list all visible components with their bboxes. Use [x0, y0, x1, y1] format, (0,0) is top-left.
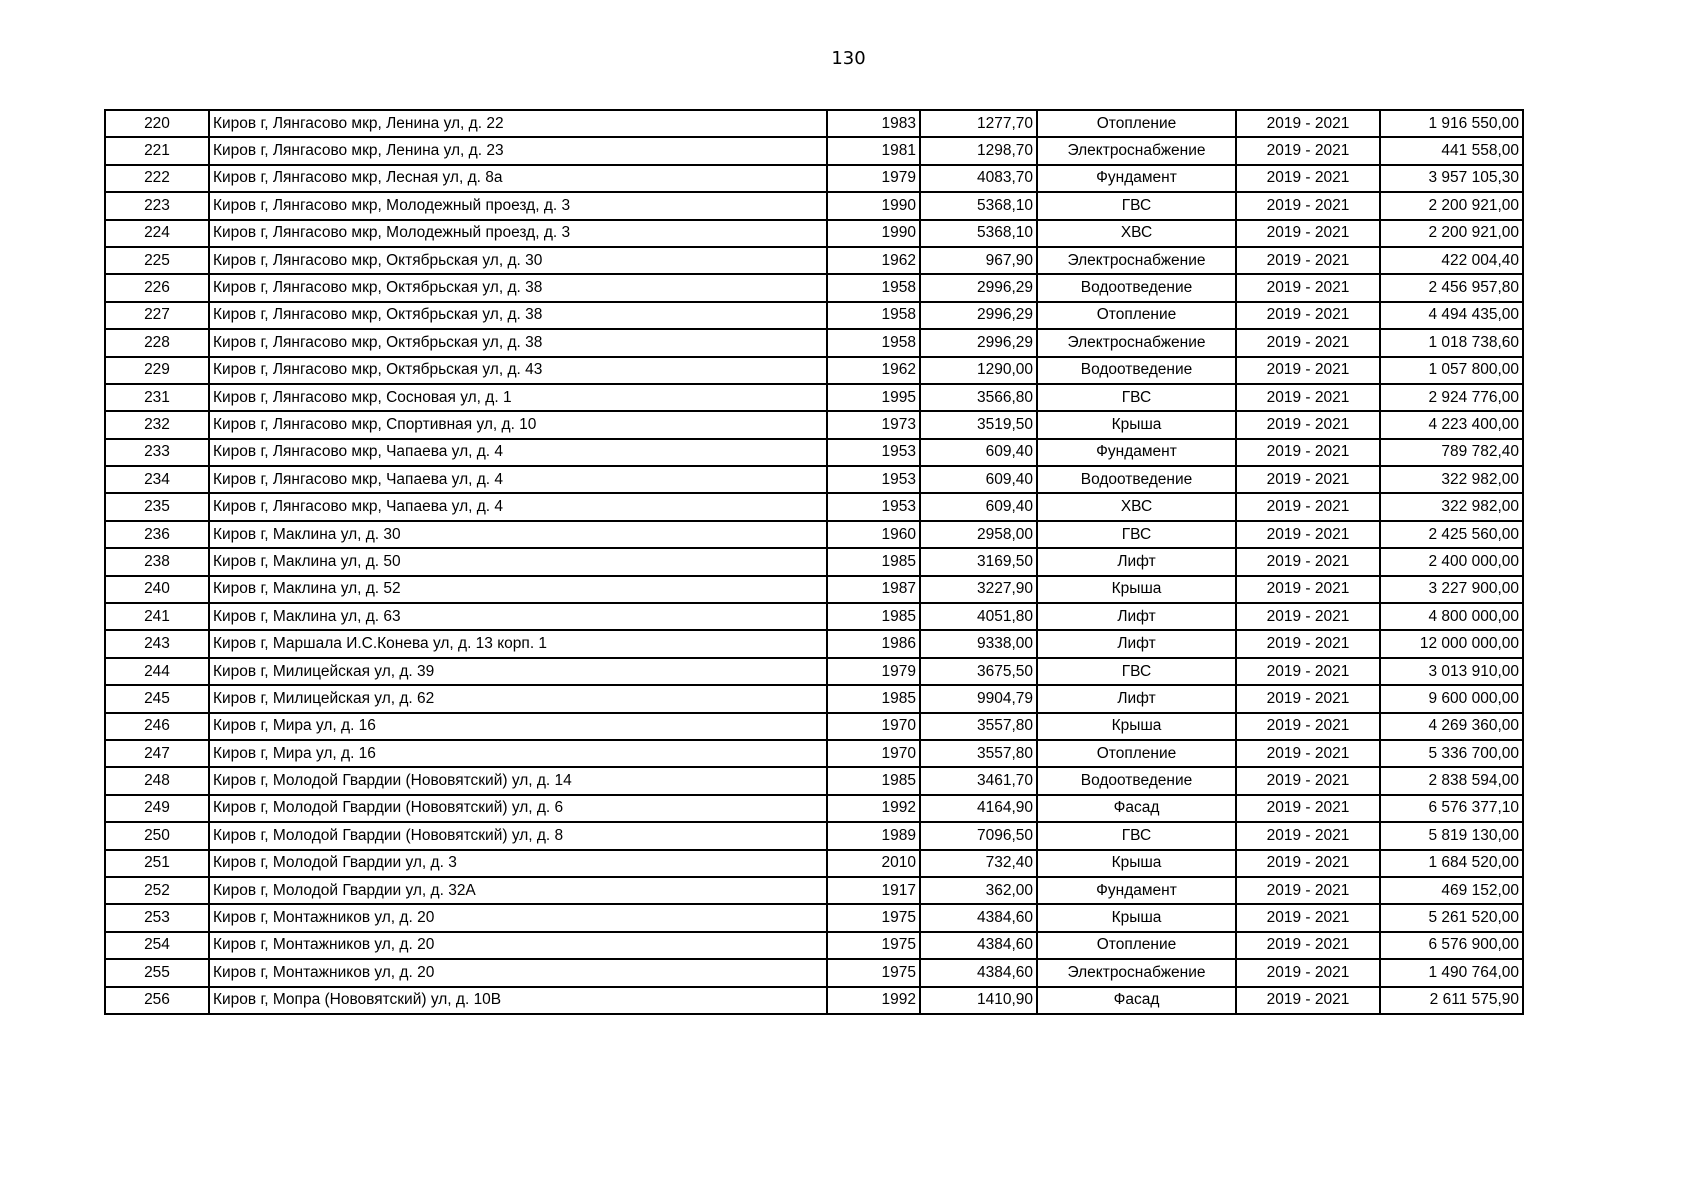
period-cell: 2019 - 2021 [1236, 932, 1380, 959]
row-number-cell: 231 [105, 384, 209, 411]
year-cell: 1987 [827, 576, 920, 603]
table-row [105, 137, 1523, 164]
period-cell: 2019 - 2021 [1236, 493, 1380, 520]
period-cell: 2019 - 2021 [1236, 959, 1380, 986]
work-type-cell: Водоотведение [1037, 767, 1236, 794]
period-cell: 2019 - 2021 [1236, 521, 1380, 548]
cost-cell: 322 982,00 [1380, 493, 1523, 520]
row-number-cell: 235 [105, 493, 209, 520]
area-cell: 967,90 [920, 247, 1037, 274]
area-cell: 3461,70 [920, 767, 1037, 794]
row-number-cell: 234 [105, 466, 209, 493]
area-cell: 1290,00 [920, 357, 1037, 384]
row-number-cell: 228 [105, 329, 209, 356]
area-cell: 9904,79 [920, 685, 1037, 712]
year-cell: 2010 [827, 850, 920, 877]
cost-cell: 1 490 764,00 [1380, 959, 1523, 986]
row-number-cell: 253 [105, 904, 209, 931]
work-type-cell: ГВС [1037, 658, 1236, 685]
period-cell: 2019 - 2021 [1236, 302, 1380, 329]
cost-cell: 1 018 738,60 [1380, 329, 1523, 356]
work-type-cell: Отопление [1037, 302, 1236, 329]
area-cell: 1410,90 [920, 987, 1037, 1014]
area-cell: 609,40 [920, 493, 1037, 520]
table-row [105, 247, 1523, 274]
area-cell: 5368,10 [920, 220, 1037, 247]
year-cell: 1985 [827, 548, 920, 575]
table-row [105, 274, 1523, 301]
row-number-cell: 240 [105, 576, 209, 603]
period-cell: 2019 - 2021 [1236, 329, 1380, 356]
address-cell: Киров г, Молодой Гвардии ул, д. 3 [209, 850, 827, 877]
period-cell: 2019 - 2021 [1236, 548, 1380, 575]
row-number-cell: 224 [105, 220, 209, 247]
address-cell: Киров г, Маршала И.С.Конева ул, д. 13 корп. 1 [209, 630, 827, 657]
cost-cell: 322 982,00 [1380, 466, 1523, 493]
table-row [105, 850, 1523, 877]
area-cell: 3557,80 [920, 740, 1037, 767]
table-row [105, 740, 1523, 767]
year-cell: 1962 [827, 357, 920, 384]
table-row [105, 329, 1523, 356]
area-cell: 2996,29 [920, 302, 1037, 329]
row-number-cell: 225 [105, 247, 209, 274]
address-cell: Киров г, Лянгасово мкр, Ленина ул, д. 23 [209, 137, 827, 164]
cost-cell: 9 600 000,00 [1380, 685, 1523, 712]
address-cell: Киров г, Лянгасово мкр, Ленина ул, д. 22 [209, 110, 827, 137]
area-cell: 3227,90 [920, 576, 1037, 603]
address-cell: Киров г, Лянгасово мкр, Чапаева ул, д. 4 [209, 439, 827, 466]
year-cell: 1986 [827, 630, 920, 657]
address-cell: Киров г, Лянгасово мкр, Молодежный проезд, д. 3 [209, 192, 827, 219]
address-cell: Киров г, Монтажников ул, д. 20 [209, 904, 827, 931]
work-type-cell: ГВС [1037, 384, 1236, 411]
year-cell: 1958 [827, 329, 920, 356]
table-row [105, 220, 1523, 247]
row-number-cell: 236 [105, 521, 209, 548]
area-cell: 4384,60 [920, 932, 1037, 959]
period-cell: 2019 - 2021 [1236, 850, 1380, 877]
address-cell: Киров г, Молодой Гвардии ул, д. 32А [209, 877, 827, 904]
row-number-cell: 226 [105, 274, 209, 301]
row-number-cell: 244 [105, 658, 209, 685]
year-cell: 1917 [827, 877, 920, 904]
work-type-cell: Водоотведение [1037, 466, 1236, 493]
table-row [105, 493, 1523, 520]
year-cell: 1960 [827, 521, 920, 548]
year-cell: 1981 [827, 137, 920, 164]
cost-cell: 441 558,00 [1380, 137, 1523, 164]
cost-cell: 12 000 000,00 [1380, 630, 1523, 657]
work-type-cell: Лифт [1037, 630, 1236, 657]
period-cell: 2019 - 2021 [1236, 630, 1380, 657]
period-cell: 2019 - 2021 [1236, 795, 1380, 822]
period-cell: 2019 - 2021 [1236, 576, 1380, 603]
row-number-cell: 241 [105, 603, 209, 630]
table-row [105, 110, 1523, 137]
period-cell: 2019 - 2021 [1236, 877, 1380, 904]
table-row [105, 685, 1523, 712]
table-row [105, 904, 1523, 931]
work-type-cell: Лифт [1037, 685, 1236, 712]
cost-cell: 2 400 000,00 [1380, 548, 1523, 575]
address-cell: Киров г, Молодой Гвардии (Нововятский) ул, д. 14 [209, 767, 827, 794]
area-cell: 732,40 [920, 850, 1037, 877]
area-cell: 4164,90 [920, 795, 1037, 822]
cost-cell: 1 916 550,00 [1380, 110, 1523, 137]
row-number-cell: 249 [105, 795, 209, 822]
address-cell: Киров г, Лянгасово мкр, Чапаева ул, д. 4 [209, 493, 827, 520]
period-cell: 2019 - 2021 [1236, 411, 1380, 438]
cost-cell: 5 261 520,00 [1380, 904, 1523, 931]
cost-cell: 4 223 400,00 [1380, 411, 1523, 438]
period-cell: 2019 - 2021 [1236, 439, 1380, 466]
year-cell: 1995 [827, 384, 920, 411]
work-type-cell: Отопление [1037, 740, 1236, 767]
row-number-cell: 227 [105, 302, 209, 329]
period-cell: 2019 - 2021 [1236, 685, 1380, 712]
period-cell: 2019 - 2021 [1236, 466, 1380, 493]
area-cell: 1298,70 [920, 137, 1037, 164]
row-number-cell: 252 [105, 877, 209, 904]
address-cell: Киров г, Лянгасово мкр, Октябрьская ул, д. 38 [209, 302, 827, 329]
table-row [105, 439, 1523, 466]
table-row [105, 795, 1523, 822]
area-cell: 3169,50 [920, 548, 1037, 575]
cost-cell: 3 957 105,30 [1380, 165, 1523, 192]
area-cell: 5368,10 [920, 192, 1037, 219]
table-row [105, 959, 1523, 986]
period-cell: 2019 - 2021 [1236, 384, 1380, 411]
cost-cell: 5 336 700,00 [1380, 740, 1523, 767]
work-type-cell: Фасад [1037, 987, 1236, 1014]
area-cell: 9338,00 [920, 630, 1037, 657]
address-cell: Киров г, Молодой Гвардии (Нововятский) ул, д. 6 [209, 795, 827, 822]
table-row [105, 521, 1523, 548]
period-cell: 2019 - 2021 [1236, 740, 1380, 767]
year-cell: 1990 [827, 220, 920, 247]
row-number-cell: 238 [105, 548, 209, 575]
area-cell: 2996,29 [920, 274, 1037, 301]
address-cell: Киров г, Милицейская ул, д. 39 [209, 658, 827, 685]
row-number-cell: 251 [105, 850, 209, 877]
period-cell: 2019 - 2021 [1236, 658, 1380, 685]
year-cell: 1990 [827, 192, 920, 219]
row-number-cell: 222 [105, 165, 209, 192]
table-row [105, 165, 1523, 192]
address-cell: Киров г, Монтажников ул, д. 20 [209, 932, 827, 959]
address-cell: Киров г, Монтажников ул, д. 20 [209, 959, 827, 986]
work-type-cell: Фасад [1037, 795, 1236, 822]
year-cell: 1985 [827, 685, 920, 712]
year-cell: 1983 [827, 110, 920, 137]
work-type-cell: Лифт [1037, 603, 1236, 630]
table-row [105, 767, 1523, 794]
address-cell: Киров г, Лянгасово мкр, Лесная ул, д. 8а [209, 165, 827, 192]
area-cell: 609,40 [920, 466, 1037, 493]
row-number-cell: 255 [105, 959, 209, 986]
row-number-cell: 248 [105, 767, 209, 794]
area-cell: 3675,50 [920, 658, 1037, 685]
cost-cell: 2 611 575,90 [1380, 987, 1523, 1014]
work-type-cell: Электроснабжение [1037, 959, 1236, 986]
row-number-cell: 232 [105, 411, 209, 438]
address-cell: Киров г, Лянгасово мкр, Сосновая ул, д. 1 [209, 384, 827, 411]
work-type-cell: Фундамент [1037, 439, 1236, 466]
table-row [105, 384, 1523, 411]
cost-cell: 4 800 000,00 [1380, 603, 1523, 630]
area-cell: 3566,80 [920, 384, 1037, 411]
area-cell: 7096,50 [920, 822, 1037, 849]
table-row [105, 822, 1523, 849]
area-cell: 2996,29 [920, 329, 1037, 356]
repair-registry-table [104, 109, 1524, 1015]
cost-cell: 4 269 360,00 [1380, 713, 1523, 740]
cost-cell: 6 576 377,10 [1380, 795, 1523, 822]
period-cell: 2019 - 2021 [1236, 357, 1380, 384]
address-cell: Киров г, Маклина ул, д. 50 [209, 548, 827, 575]
table-row [105, 411, 1523, 438]
year-cell: 1975 [827, 932, 920, 959]
work-type-cell: Водоотведение [1037, 274, 1236, 301]
work-type-cell: ХВС [1037, 493, 1236, 520]
address-cell: Киров г, Лянгасово мкр, Октябрьская ул, д. 30 [209, 247, 827, 274]
cost-cell: 789 782,40 [1380, 439, 1523, 466]
table-row [105, 932, 1523, 959]
work-type-cell: Водоотведение [1037, 357, 1236, 384]
table-row [105, 466, 1523, 493]
work-type-cell: Фундамент [1037, 877, 1236, 904]
year-cell: 1975 [827, 959, 920, 986]
cost-cell: 2 456 957,80 [1380, 274, 1523, 301]
work-type-cell: Крыша [1037, 411, 1236, 438]
table-body [105, 110, 1523, 1014]
cost-cell: 2 924 776,00 [1380, 384, 1523, 411]
row-number-cell: 243 [105, 630, 209, 657]
period-cell: 2019 - 2021 [1236, 767, 1380, 794]
year-cell: 1992 [827, 795, 920, 822]
period-cell: 2019 - 2021 [1236, 137, 1380, 164]
area-cell: 609,40 [920, 439, 1037, 466]
work-type-cell: ГВС [1037, 521, 1236, 548]
table-row [105, 987, 1523, 1014]
year-cell: 1953 [827, 439, 920, 466]
row-number-cell: 229 [105, 357, 209, 384]
work-type-cell: Крыша [1037, 850, 1236, 877]
cost-cell: 1 684 520,00 [1380, 850, 1523, 877]
table-row [105, 713, 1523, 740]
area-cell: 3557,80 [920, 713, 1037, 740]
year-cell: 1958 [827, 274, 920, 301]
cost-cell: 3 227 900,00 [1380, 576, 1523, 603]
period-cell: 2019 - 2021 [1236, 987, 1380, 1014]
address-cell: Киров г, Маклина ул, д. 52 [209, 576, 827, 603]
cost-cell: 469 152,00 [1380, 877, 1523, 904]
cost-cell: 6 576 900,00 [1380, 932, 1523, 959]
address-cell: Киров г, Мира ул, д. 16 [209, 713, 827, 740]
address-cell: Киров г, Милицейская ул, д. 62 [209, 685, 827, 712]
work-type-cell: Лифт [1037, 548, 1236, 575]
cost-cell: 2 200 921,00 [1380, 220, 1523, 247]
work-type-cell: Крыша [1037, 904, 1236, 931]
address-cell: Киров г, Лянгасово мкр, Октябрьская ул, д. 43 [209, 357, 827, 384]
work-type-cell: Крыша [1037, 713, 1236, 740]
period-cell: 2019 - 2021 [1236, 603, 1380, 630]
period-cell: 2019 - 2021 [1236, 904, 1380, 931]
cost-cell: 2 838 594,00 [1380, 767, 1523, 794]
cost-cell: 2 425 560,00 [1380, 521, 1523, 548]
work-type-cell: ХВС [1037, 220, 1236, 247]
period-cell: 2019 - 2021 [1236, 192, 1380, 219]
area-cell: 4384,60 [920, 904, 1037, 931]
table-row [105, 658, 1523, 685]
work-type-cell: Электроснабжение [1037, 137, 1236, 164]
cost-cell: 5 819 130,00 [1380, 822, 1523, 849]
row-number-cell: 250 [105, 822, 209, 849]
work-type-cell: Крыша [1037, 576, 1236, 603]
row-number-cell: 233 [105, 439, 209, 466]
period-cell: 2019 - 2021 [1236, 165, 1380, 192]
row-number-cell: 223 [105, 192, 209, 219]
address-cell: Киров г, Молодой Гвардии (Нововятский) ул, д. 8 [209, 822, 827, 849]
period-cell: 2019 - 2021 [1236, 220, 1380, 247]
address-cell: Киров г, Лянгасово мкр, Молодежный проезд, д. 3 [209, 220, 827, 247]
address-cell: Киров г, Маклина ул, д. 30 [209, 521, 827, 548]
row-number-cell: 221 [105, 137, 209, 164]
year-cell: 1985 [827, 767, 920, 794]
cost-cell: 2 200 921,00 [1380, 192, 1523, 219]
area-cell: 1277,70 [920, 110, 1037, 137]
table-row [105, 302, 1523, 329]
address-cell: Киров г, Лянгасово мкр, Чапаева ул, д. 4 [209, 466, 827, 493]
year-cell: 1975 [827, 904, 920, 931]
address-cell: Киров г, Мира ул, д. 16 [209, 740, 827, 767]
row-number-cell: 254 [105, 932, 209, 959]
row-number-cell: 220 [105, 110, 209, 137]
work-type-cell: ГВС [1037, 192, 1236, 219]
period-cell: 2019 - 2021 [1236, 822, 1380, 849]
year-cell: 1989 [827, 822, 920, 849]
area-cell: 362,00 [920, 877, 1037, 904]
address-cell: Киров г, Маклина ул, д. 63 [209, 603, 827, 630]
page-number: 130 [831, 48, 866, 69]
row-number-cell: 256 [105, 987, 209, 1014]
address-cell: Киров г, Лянгасово мкр, Спортивная ул, д. 10 [209, 411, 827, 438]
cost-cell: 4 494 435,00 [1380, 302, 1523, 329]
area-cell: 4083,70 [920, 165, 1037, 192]
area-cell: 4384,60 [920, 959, 1037, 986]
work-type-cell: Отопление [1037, 932, 1236, 959]
work-type-cell: ГВС [1037, 822, 1236, 849]
work-type-cell: Отопление [1037, 110, 1236, 137]
row-number-cell: 247 [105, 740, 209, 767]
row-number-cell: 245 [105, 685, 209, 712]
table-row [105, 192, 1523, 219]
period-cell: 2019 - 2021 [1236, 713, 1380, 740]
table-row [105, 576, 1523, 603]
cost-cell: 1 057 800,00 [1380, 357, 1523, 384]
year-cell: 1992 [827, 987, 920, 1014]
work-type-cell: Электроснабжение [1037, 329, 1236, 356]
year-cell: 1985 [827, 603, 920, 630]
area-cell: 4051,80 [920, 603, 1037, 630]
address-cell: Киров г, Мопра (Нововятский) ул, д. 10В [209, 987, 827, 1014]
area-cell: 3519,50 [920, 411, 1037, 438]
work-type-cell: Электроснабжение [1037, 247, 1236, 274]
row-number-cell: 246 [105, 713, 209, 740]
work-type-cell: Фундамент [1037, 165, 1236, 192]
cost-cell: 3 013 910,00 [1380, 658, 1523, 685]
area-cell: 2958,00 [920, 521, 1037, 548]
period-cell: 2019 - 2021 [1236, 274, 1380, 301]
table-row [105, 630, 1523, 657]
year-cell: 1958 [827, 302, 920, 329]
year-cell: 1979 [827, 165, 920, 192]
address-cell: Киров г, Лянгасово мкр, Октябрьская ул, д. 38 [209, 274, 827, 301]
year-cell: 1953 [827, 466, 920, 493]
year-cell: 1962 [827, 247, 920, 274]
year-cell: 1973 [827, 411, 920, 438]
year-cell: 1979 [827, 658, 920, 685]
year-cell: 1953 [827, 493, 920, 520]
table-row [105, 548, 1523, 575]
table-row [105, 603, 1523, 630]
period-cell: 2019 - 2021 [1236, 247, 1380, 274]
cost-cell: 422 004,40 [1380, 247, 1523, 274]
table-row [105, 877, 1523, 904]
period-cell: 2019 - 2021 [1236, 110, 1380, 137]
address-cell: Киров г, Лянгасово мкр, Октябрьская ул, д. 38 [209, 329, 827, 356]
year-cell: 1970 [827, 713, 920, 740]
table-row [105, 357, 1523, 384]
year-cell: 1970 [827, 740, 920, 767]
